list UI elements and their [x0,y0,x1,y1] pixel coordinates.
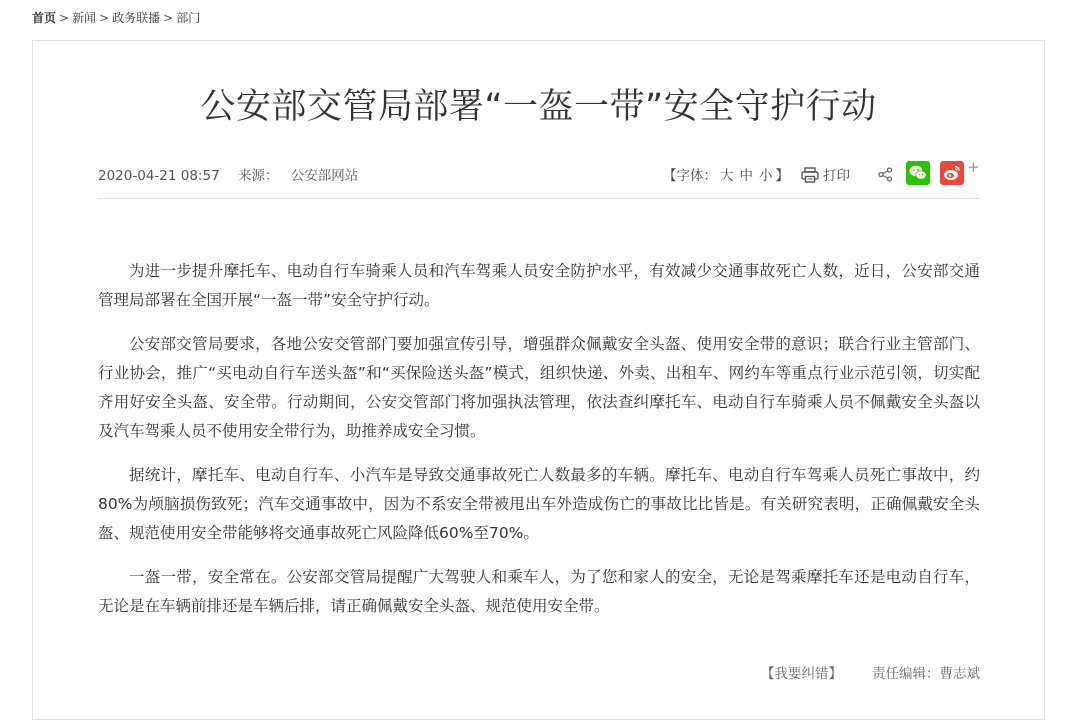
article-paragraph: 公安部交管局要求，各地公安交管部门要加强宣传引导，增强群众佩戴安全头盔、使用安全带的意识；联合行业主管部门、行业协会，推广“买电动自行车送头盔”和“买保险送头盔”模式，组织快递、外卖、出租车、网约车等重点行业示范引领，切实配齐用好安全头盔、安全带。行动期间，公安交管部门将加强执法管理，依法查纠摩托车、电动自行车骑乘人员不佩戴安全头盔以及汽车驾乘人员不使用安全带行为，助推养成安全习惯。 [98,335,980,440]
source-label: 来源： [237,168,279,184]
breadcrumb [32,9,200,27]
font-size-medium[interactable]: 中 [739,168,753,184]
article-meta [98,158,980,187]
editor-name: 曹志斌 [939,666,980,682]
article-card [32,40,1045,720]
breadcrumb-government-news[interactable]: 政务联播 [112,11,161,25]
breadcrumb-separator: > [59,11,70,25]
font-size-suffix: 】 [775,168,789,184]
breadcrumb-news[interactable]: 新闻 [72,11,97,25]
font-size-large[interactable]: 大 [720,168,734,184]
breadcrumb-separator: > [99,11,110,25]
breadcrumb-home[interactable]: 首页 [32,11,57,25]
wechat-share-button[interactable] [906,161,930,185]
breadcrumb-department[interactable]: 部门 [176,11,201,25]
weibo-share-button[interactable] [940,161,964,185]
article-body [98,257,980,636]
article-footer [98,663,980,685]
more-share-button[interactable]: + [967,158,980,176]
responsible-editor [872,663,980,685]
share-icon[interactable] [878,167,893,182]
publish-datetime: 2020-04-21 08:57 [98,168,220,184]
report-error-link[interactable]: 【我要纠错】 [761,666,842,682]
font-size-small[interactable]: 小 [759,168,773,184]
wechat-icon [906,161,930,185]
print-button[interactable] [801,165,850,187]
source-name: 公安部网站 [290,168,359,184]
printer-icon [801,167,819,183]
breadcrumb-separator: > [163,11,174,25]
article-info [98,165,372,187]
article-paragraph: 一盔一带，安全常在。公安部交管局提醒广大驾驶人和乘车人，为了您和家人的安全，无论是驾乘摩托车还是电动自行车，无论是在车辆前排还是车辆后排，请正确佩戴安全头盔、规范使用安全带。 [98,568,980,615]
article-title: 公安部交管局部署“一盔一带”安全守护行动 [200,87,877,127]
print-label: 打印 [823,168,850,184]
article-paragraph: 据统计，摩托车、电动自行车、小汽车是导致交通事故死亡人数最多的车辆。摩托车、电动自行车驾乘人员死亡事故中，约80%为颅脑损伤致死；汽车交通事故中，因为不系安全带被甩出车外造成伤亡的事故比比皆是。有关研究表明，正确佩戴安全头盔、规范使用安全带能够将交通事故死亡风险降低60%至70%。 [98,466,980,542]
article-paragraph: 为进一步提升摩托车、电动自行车骑乘人员和汽车驾乘人员安全防护水平，有效减少交通事故死亡人数，近日，公安部交通管理局部署在全国开展“一盔一带”安全守护行动。 [98,262,980,309]
editor-label: 责任编辑： [872,666,940,682]
font-size-switcher [663,165,789,187]
weibo-icon [940,161,964,185]
meta-divider [98,198,980,199]
font-size-prefix: 【字体： [663,168,717,184]
